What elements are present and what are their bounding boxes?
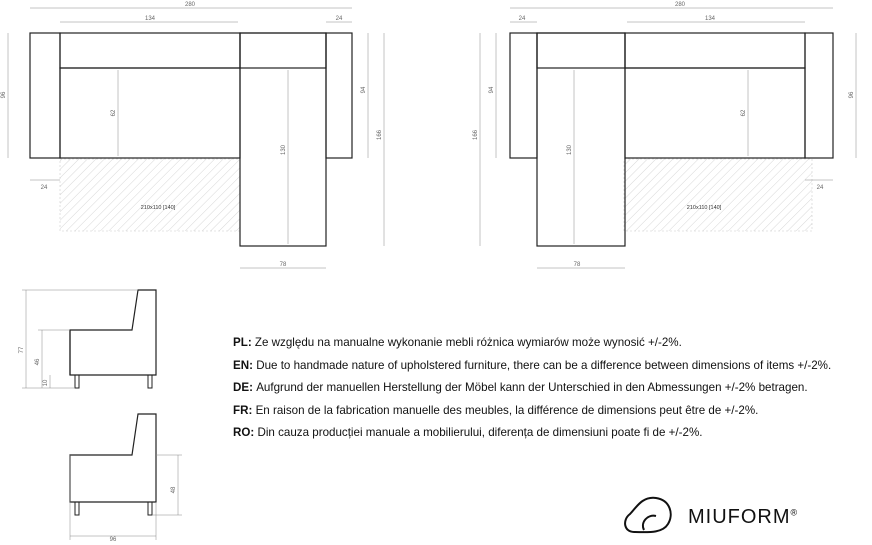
note-en: EN: Due to handmade nature of upholstered furniture, there can be a difference between dimensions of items +/-2%. (233, 358, 832, 372)
side-view-top (19, 290, 156, 388)
note-code: RO (233, 426, 251, 440)
seat (625, 68, 805, 158)
note-fr: FR: En raison de la fabrication manuelle des meubles, la différence de dimensions peut être de +/-2%. (233, 403, 759, 417)
chaise (537, 33, 625, 246)
dim-chaise-width-left: 78 (279, 262, 287, 268)
bed-label-left: 210x110 [140] (140, 205, 176, 211)
left-armrest (30, 33, 60, 158)
note-text: Din cauza producției manuale a mobilierului, diferența de dimensiuni poate fi de +/-2%. (257, 426, 703, 440)
dim-total-width-right: 280 (674, 2, 686, 8)
side-view-bottom (70, 414, 182, 543)
note-code: DE (233, 381, 250, 395)
brand-name (688, 506, 798, 529)
note-text: Ze względu na manualne wykonanie mebli różnica wymiarów może wynosić +/-2%. (254, 336, 682, 349)
note-ro: RO: Din cauza producției manuale a mobilierului, diferența de dimensiuni poate fi de +/-2%. (233, 426, 703, 440)
right-armrest (805, 33, 833, 158)
note-pl: PL: Ze względu na manualne wykonanie mebli różnica wymiarów może wynosić +/-2%. (233, 336, 682, 349)
dim-depth-bottom: 96 (109, 537, 117, 543)
registered-mark: ® (790, 507, 799, 518)
dim-seat-depth-right: 62 (741, 109, 747, 117)
tolerance-notes (233, 332, 863, 445)
bed-extension-right (624, 159, 812, 231)
dim-height: 77 (19, 346, 25, 354)
left-armrest (510, 33, 537, 158)
dim-seat-depth-left: 62 (111, 109, 117, 117)
dim-seat-width-left: 134 (144, 16, 156, 22)
brand-wordmark: MIUFORM (688, 506, 791, 528)
dim-total-depth-left: 166 (377, 129, 383, 141)
backrest (60, 33, 240, 68)
dim-arm-width-right: 24 (518, 16, 526, 22)
note-text: Aufgrund der manuellen Herstellung der Möbel kann der Unterschied in den Abmessungen +/-2% betragen. (256, 381, 808, 395)
chaise-back (537, 33, 625, 68)
note-de: DE: Aufgrund der manuellen Herstellung der Möbel kann der Unterschied in den Abmessungen +/-2% betragen. (233, 381, 808, 395)
backrest (625, 33, 805, 68)
dim-arm-width-left: 24 (335, 16, 343, 22)
plan-right (473, 2, 856, 268)
note-code: EN (233, 358, 250, 372)
dim-arm-bottom-right: 24 (816, 185, 824, 191)
dim-depth-left: 96 (1, 91, 7, 99)
dim-chaise-width-right: 78 (573, 262, 581, 268)
dim-back-depth-right: 94 (489, 86, 495, 94)
plan-left (1, 2, 384, 268)
dim-seat-width-right: 134 (704, 16, 716, 22)
note-code: FR (233, 403, 249, 417)
dim-seat-height: 46 (35, 358, 41, 366)
dim-seat-height-bottom: 48 (171, 486, 177, 494)
note-text: En raison de la fabrication manuelle des meubles, la différence de dimensions peut être de +/-2%. (255, 403, 759, 417)
note-code: PL (233, 336, 248, 349)
dim-back-depth-left: 94 (361, 86, 367, 94)
dim-total-width-left: 280 (184, 2, 196, 8)
seat (60, 68, 240, 158)
chaise-back (240, 33, 326, 68)
note-text: Due to handmade nature of upholstered furniture, there can be a difference between dimensions of items +/-2%. (256, 358, 832, 372)
dim-chaise-length-right: 130 (567, 144, 573, 156)
bed-extension-left (60, 159, 240, 231)
right-armrest (326, 33, 352, 158)
dim-arm-bottom-left: 24 (40, 185, 48, 191)
dim-depth-right: 96 (849, 91, 855, 99)
dim-chaise-length-left: 130 (281, 144, 287, 156)
dim-total-depth-right: 166 (473, 129, 479, 141)
dim-leg-height: 10 (43, 379, 49, 387)
chaise (240, 33, 326, 246)
bed-label-right: 210x110 [140] (686, 205, 722, 211)
